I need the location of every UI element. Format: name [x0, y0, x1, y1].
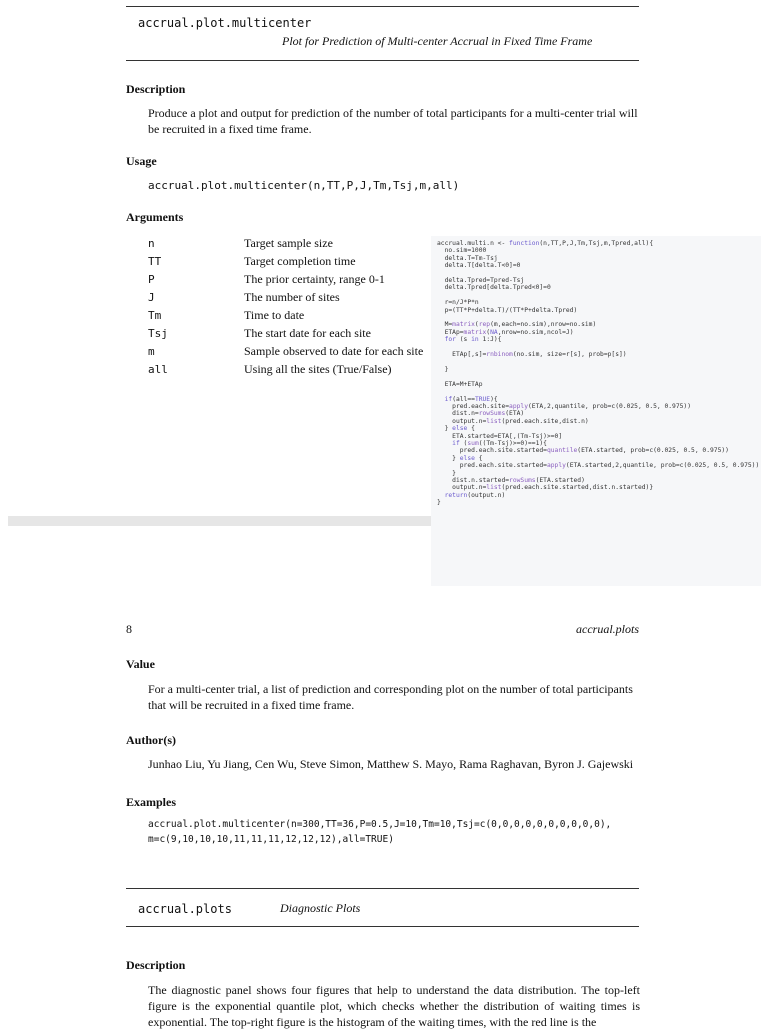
arg-desc: The start date for each site	[244, 326, 371, 340]
arg-desc: Target sample size	[244, 236, 333, 250]
page-number: 8	[126, 622, 132, 636]
arg-desc: The number of sites	[244, 290, 340, 304]
page-separator-strip	[8, 516, 431, 526]
code-line: delta.T=Tm-Tsj	[444, 254, 498, 262]
arg-name: TT	[148, 255, 162, 268]
code-panel	[431, 236, 761, 586]
arg-name: P	[148, 273, 155, 286]
code-line: no.sim=1000	[444, 247, 487, 255]
arg-name: n	[148, 237, 155, 250]
code-line: M=matrix(rep(m,each=no.sim),nrow=no.sim)	[437, 321, 597, 329]
code-line: pred.each.site.started=apply(ETA.started,2,quantile, prob=c(0.025, 0.5, 0.975))	[437, 462, 760, 470]
arg-desc: Sample observed to date for each site	[244, 344, 424, 358]
code-line: }	[444, 365, 449, 373]
code-listing	[431, 236, 761, 507]
usage-code: accrual.plot.multicenter(n,TT,P,J,Tm,Tsj,m,all)	[148, 179, 460, 192]
code-line: ETA.started=ETA[,(Tm-Tsj)>=0]	[452, 432, 563, 440]
arg-name: Tsj	[148, 327, 168, 340]
code-line: return(output.n)	[444, 491, 506, 499]
code-line: delta.Tpred[delta.Tpred<0]=0	[444, 284, 551, 292]
topic-subtitle: Diagnostic Plots	[280, 901, 361, 915]
code-line: output.n=list(pred.each.site.started,dist.n.started)}	[437, 484, 654, 492]
code-line: accrual.multi.n <- function(n,TT,P,J,Tm,Tsj,m,Tpred,all){	[437, 240, 654, 247]
running-title: accrual.plots	[576, 622, 639, 636]
code-line: } else {	[437, 425, 475, 433]
description-heading: Description	[126, 82, 186, 96]
arg-desc: Time to date	[244, 308, 305, 322]
header-rule-top	[126, 6, 639, 7]
arg-name: all	[148, 363, 168, 376]
code-line: ETAp[,s]=rnbinom(no.sim, size=r[s], prob=p[s])	[437, 351, 627, 359]
code-line: }	[452, 469, 456, 477]
arg-desc: Target completion time	[244, 254, 356, 268]
arg-name: Tm	[148, 309, 162, 322]
code-line: ETA=M+ETAp	[444, 380, 483, 388]
code-line: pred.each.site=apply(ETA,2,quantile, prob=c(0.025, 0.5, 0.975))	[437, 402, 692, 410]
description-heading: Description	[126, 958, 186, 972]
code-line: delta.T[delta.T<0]=0	[444, 262, 521, 270]
topic-name: accrual.plots	[138, 902, 232, 916]
code-line: dist.n.started=rowSums(ETA.started)	[437, 477, 585, 484]
code-line: if(all==TRUE){	[444, 395, 498, 403]
example-code-line: m=c(9,10,10,10,11,11,11,12,12,12),all=TRUE)	[148, 834, 394, 845]
description-text: Produce a plot and output for prediction of the number of total participants for a multi-center trial will be recruited in a fixed time frame.	[148, 106, 638, 136]
code-line: for (s in 1:J){	[444, 336, 502, 344]
examples-heading: Examples	[126, 795, 177, 809]
code-line: pred.each.site.started=quantile(ETA.started, prob=c(0.025, 0.5, 0.975))	[437, 447, 729, 455]
authors-text: Junhao Liu, Yu Jiang, Cen Wu, Steve Simon, Matthew S. Mayo, Rama Raghavan, Byron J. Gajewski	[148, 757, 634, 771]
topic-name: accrual.plot.multicenter	[138, 16, 312, 30]
header-rule-bottom	[126, 60, 639, 61]
description-text: The diagnostic panel shows four figures that help to understand the data distribution. The top-left figure is the exponential quantile plot, which checks whether the distribution of waiting times is exponential. The top-right figure is the histogram of the waiting times, with the red line is the	[148, 983, 640, 1029]
value-heading: Value	[126, 657, 155, 671]
code-line: output.n=list(pred.each.site,dist.n)	[437, 417, 589, 425]
usage-heading: Usage	[126, 154, 157, 168]
code-line: }	[437, 499, 441, 507]
header-rule-top	[126, 888, 639, 889]
arg-name: J	[148, 291, 155, 304]
topic-subtitle: Plot for Prediction of Multi-center Accrual in Fixed Time Frame	[282, 34, 593, 48]
code-line: ETAp=matrix(NA,nrow=no.sim,ncol=J)	[437, 328, 574, 336]
code-line: delta.Tpred=Tpred-Tsj	[444, 277, 525, 285]
authors-heading: Author(s)	[126, 733, 176, 747]
value-text: For a multi-center trial, a list of prediction and corresponding plot on the number of total participants that will be recruited in a fixed time frame.	[148, 682, 633, 712]
code-line: p=(TT*P+delta.T)/(TT*P+delta.Tpred)	[444, 306, 578, 314]
code-line: } else {	[437, 454, 483, 462]
arguments-heading: Arguments	[126, 210, 184, 224]
code-line: dist.n=rowSums(ETA)	[437, 410, 525, 418]
arg-name: m	[148, 345, 155, 358]
code-line: r=n/J*P*n	[444, 299, 479, 307]
arg-desc: Using all the sites (True/False)	[244, 362, 392, 376]
code-line: if (sum((Tm-Tsj)>=0)==1){	[452, 439, 547, 447]
example-code-line: accrual.plot.multicenter(n=300,TT=36,P=0.5,J=10,Tm=10,Tsj=c(0,0,0,0,0,0,0,0,0,0),	[148, 819, 612, 830]
arg-desc: The prior certainty, range 0-1	[244, 272, 385, 286]
header-rule-bottom	[126, 926, 639, 927]
